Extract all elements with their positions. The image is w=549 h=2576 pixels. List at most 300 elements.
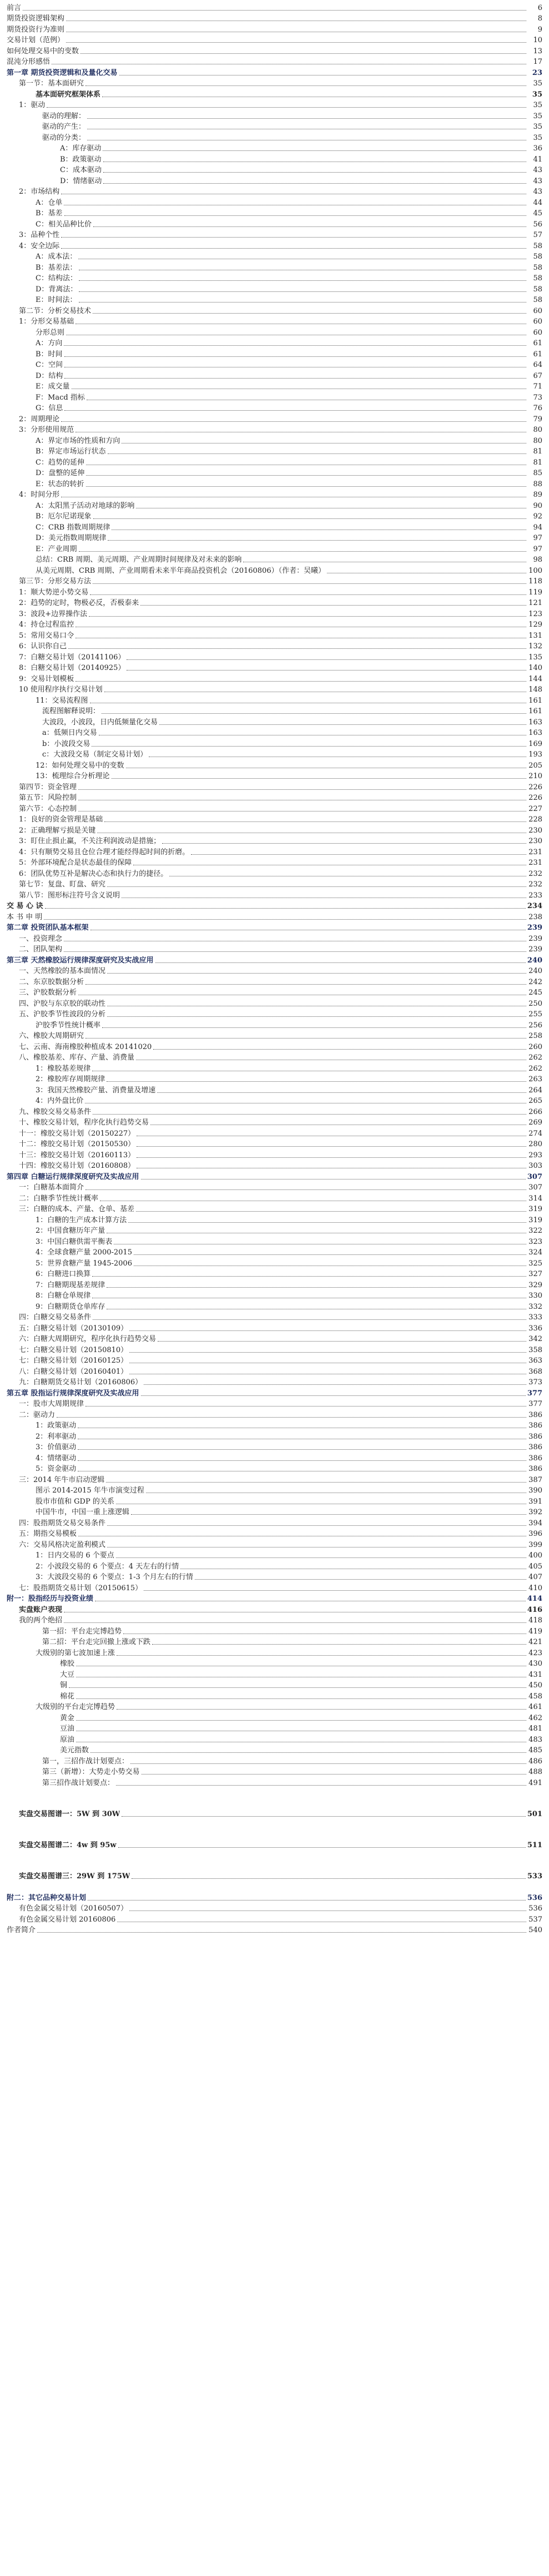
- dot-leader: [80, 53, 526, 54]
- toc-entry[interactable]: [7, 1818, 542, 1849]
- toc-entry[interactable]: [7, 120, 542, 132]
- toc-entry-title: 铜: [60, 1681, 68, 1690]
- toc-entry-title: E：成交量: [36, 382, 70, 391]
- toc-entry[interactable]: [7, 391, 542, 402]
- toc-entry[interactable]: [7, 1235, 542, 1246]
- dot-leader: [23, 10, 526, 11]
- dot-leader: [136, 1211, 526, 1212]
- toc-entry-title: 第二节：分析交易技术: [19, 306, 92, 315]
- toc-entry-page-number: 485: [528, 1746, 542, 1755]
- toc-entry-page-number: 418: [528, 1616, 542, 1625]
- toc-entry-page-number: 458: [528, 1692, 542, 1701]
- toc-entry-title: 大波段，小波段，日内低频量化交易: [42, 718, 158, 727]
- toc-entry[interactable]: [7, 1116, 542, 1127]
- toc-entry[interactable]: [7, 1679, 542, 1690]
- dot-leader: [137, 1146, 526, 1147]
- toc-entry-title: 有色金属交易计划（20160507）: [19, 1904, 128, 1913]
- toc-entry[interactable]: [7, 1560, 542, 1571]
- toc-entry[interactable]: [7, 153, 542, 164]
- dot-leader: [102, 713, 526, 714]
- toc-entry-title: 三：2014 年牛市启动逻辑: [19, 1475, 105, 1484]
- toc-entry[interactable]: [7, 1430, 542, 1441]
- toc-entry[interactable]: [7, 932, 542, 943]
- toc-entry-title: C：成本驱动: [60, 166, 102, 174]
- toc-entry[interactable]: [7, 1300, 542, 1311]
- toc-entry-page-number: 8: [537, 14, 542, 23]
- toc-entry-title: 3：大波段交易的 6 个要点：1-3 个月左右的行情: [36, 1573, 193, 1581]
- toc-entry[interactable]: [7, 802, 542, 813]
- toc-entry-page-number: 314: [528, 1194, 542, 1203]
- toc-entry[interactable]: [7, 1419, 542, 1430]
- toc-entry[interactable]: [7, 1549, 542, 1560]
- toc-entry[interactable]: [7, 99, 542, 110]
- toc-entry-page-number: 230: [528, 837, 542, 845]
- toc-entry[interactable]: [7, 1711, 542, 1722]
- toc-entry-page-number: 239: [528, 945, 542, 954]
- toc-entry-page-number: 73: [533, 393, 542, 402]
- toc-entry[interactable]: [7, 1311, 542, 1322]
- toc-entry[interactable]: [7, 207, 542, 218]
- toc-entry[interactable]: [7, 304, 542, 315]
- toc-entry[interactable]: [7, 1387, 542, 1398]
- toc-entry[interactable]: [7, 12, 542, 23]
- dot-leader: [142, 1774, 526, 1775]
- toc-entry[interactable]: [7, 813, 542, 824]
- toc-entry[interactable]: [7, 1473, 542, 1484]
- toc-entry-title: A：成本法：: [36, 253, 77, 261]
- toc-entry[interactable]: [7, 510, 542, 521]
- toc-entry[interactable]: [7, 824, 542, 835]
- toc-entry-title: 图示 2014-2015 年牛市演变过程: [36, 1486, 144, 1495]
- toc-entry[interactable]: [7, 1246, 542, 1257]
- toc-entry-title: 6：白糖进口换算: [36, 1270, 91, 1278]
- toc-entry[interactable]: [7, 1668, 542, 1679]
- toc-entry[interactable]: [7, 1614, 542, 1625]
- toc-entry[interactable]: [7, 532, 542, 543]
- toc-entry-title: D：结构: [36, 371, 63, 380]
- toc-entry-title: 第一节：基本面研究: [19, 79, 84, 88]
- toc-entry-page-number: 269: [528, 1118, 542, 1127]
- toc-entry[interactable]: [7, 1787, 542, 1818]
- dot-leader: [78, 1460, 526, 1461]
- toc-entry[interactable]: [7, 1701, 542, 1712]
- toc-entry[interactable]: [7, 1257, 542, 1268]
- toc-entry[interactable]: [7, 1766, 542, 1777]
- toc-entry[interactable]: [7, 1744, 542, 1755]
- dot-leader: [64, 1622, 526, 1623]
- toc-entry[interactable]: [7, 1516, 542, 1528]
- toc-entry-page-number: 400: [528, 1551, 542, 1560]
- toc-entry-title: 8：白糖交易计划（20140925）: [19, 664, 125, 672]
- dot-leader: [76, 1698, 526, 1699]
- toc-entry-title: 七：白糖交易计划（20160125）: [19, 1357, 128, 1365]
- dot-leader: [90, 1752, 526, 1753]
- dot-leader: [107, 973, 526, 974]
- toc-entry[interactable]: [7, 1278, 542, 1289]
- toc-entry[interactable]: [7, 456, 542, 467]
- toc-entry[interactable]: [7, 1636, 542, 1647]
- toc-entry[interactable]: [7, 499, 542, 510]
- toc-entry[interactable]: [7, 727, 542, 738]
- toc-entry[interactable]: [7, 997, 542, 1008]
- toc-entry[interactable]: [7, 1913, 542, 1924]
- toc-entry[interactable]: [7, 1333, 542, 1344]
- toc-entry[interactable]: [7, 975, 542, 986]
- toc-entry[interactable]: [7, 553, 542, 564]
- toc-entry[interactable]: [7, 315, 542, 326]
- toc-entry[interactable]: [7, 1506, 542, 1517]
- toc-entry[interactable]: [7, 1268, 542, 1279]
- toc-entry[interactable]: [7, 1398, 542, 1409]
- toc-entry[interactable]: [7, 66, 542, 77]
- toc-entry-page-number: 148: [528, 685, 542, 694]
- toc-entry[interactable]: [7, 629, 542, 640]
- toc-entry-page-number: 193: [528, 750, 542, 759]
- toc-entry-page-number: 227: [528, 804, 542, 813]
- toc-entry-title: C：相关品种比价: [36, 220, 92, 229]
- toc-entry[interactable]: [7, 1755, 542, 1766]
- dot-leader: [128, 1222, 526, 1223]
- toc-entry[interactable]: [7, 34, 542, 45]
- toc-entry[interactable]: [7, 412, 542, 424]
- toc-entry[interactable]: [7, 542, 542, 553]
- toc-entry-page-number: 35: [532, 90, 542, 99]
- toc-entry[interactable]: [7, 272, 542, 283]
- toc-entry-title: 第五章 股指运行规律深度研究及实战应用: [7, 1389, 139, 1398]
- toc-entry[interactable]: [7, 564, 542, 575]
- toc-entry-page-number: 386: [528, 1454, 542, 1463]
- toc-entry[interactable]: [7, 1148, 542, 1160]
- dot-leader: [118, 1847, 526, 1848]
- toc-entry[interactable]: [7, 1365, 542, 1376]
- toc-entry-page-number: 462: [528, 1713, 542, 1722]
- toc-entry-title: 二：白糖季节性统计概率: [19, 1194, 99, 1203]
- toc-entry[interactable]: [7, 369, 542, 380]
- toc-entry[interactable]: [7, 889, 542, 900]
- toc-entry[interactable]: [7, 651, 542, 662]
- toc-entry-title: 大级别的平台走完博趋势: [36, 1703, 115, 1711]
- toc-entry[interactable]: [7, 607, 542, 618]
- dot-leader: [162, 843, 526, 844]
- toc-entry[interactable]: [7, 1138, 542, 1149]
- toc-entry[interactable]: [7, 88, 542, 99]
- toc-entry[interactable]: [7, 705, 542, 716]
- toc-entry-title: E：产业周期: [36, 545, 77, 553]
- toc-entry[interactable]: [7, 1354, 542, 1365]
- toc-entry-title: 交易计划（范例）: [7, 36, 65, 44]
- toc-entry[interactable]: [7, 521, 542, 532]
- toc-entry[interactable]: [7, 1571, 542, 1582]
- toc-entry[interactable]: [7, 586, 542, 597]
- toc-entry[interactable]: [7, 1408, 542, 1419]
- toc-entry-title: 2：利率驱动: [36, 1432, 77, 1441]
- toc-entry[interactable]: [7, 1127, 542, 1138]
- toc-entry-page-number: 511: [527, 1841, 542, 1849]
- toc-entry[interactable]: [7, 164, 542, 175]
- toc-entry[interactable]: [7, 867, 542, 878]
- toc-entry-title: C：CRB 指数周期规律: [36, 523, 110, 532]
- toc-entry[interactable]: [7, 1, 542, 12]
- toc-entry[interactable]: [7, 1625, 542, 1636]
- toc-entry[interactable]: [7, 359, 542, 370]
- toc-entry[interactable]: [7, 1051, 542, 1062]
- toc-entry[interactable]: [7, 1203, 542, 1214]
- toc-entry-title: D：美元指数周期规律: [36, 534, 107, 542]
- toc-entry[interactable]: [7, 44, 542, 56]
- dot-leader: [157, 1092, 526, 1093]
- toc-entry[interactable]: [7, 1040, 542, 1051]
- toc-entry[interactable]: [7, 618, 542, 629]
- toc-entry[interactable]: [7, 218, 542, 229]
- toc-entry-title: 第三招作战计划要点：: [42, 1778, 115, 1787]
- toc-entry-title: 总结：CRB 周期、美元周期、产业周期时间规律及对未来的影响: [36, 556, 242, 564]
- toc-entry-title: B：基差: [36, 209, 63, 218]
- toc-entry[interactable]: [7, 965, 542, 976]
- toc-entry[interactable]: [7, 835, 542, 846]
- toc-entry[interactable]: [7, 445, 542, 456]
- toc-entry-page-number: 161: [528, 696, 542, 705]
- toc-entry-page-number: 58: [533, 296, 542, 304]
- toc-entry[interactable]: [7, 1528, 542, 1539]
- toc-entry[interactable]: [7, 672, 542, 683]
- dot-leader: [64, 951, 526, 952]
- toc-entry[interactable]: [7, 380, 542, 391]
- toc-entry[interactable]: [7, 748, 542, 759]
- toc-entry[interactable]: [7, 575, 542, 586]
- dot-leader: [144, 1590, 526, 1591]
- toc-entry[interactable]: [7, 878, 542, 889]
- toc-entry-page-number: 90: [533, 501, 542, 510]
- toc-entry-page-number: 60: [533, 306, 542, 315]
- toc-entry[interactable]: [7, 1192, 542, 1203]
- dot-leader: [108, 453, 526, 454]
- toc-entry-page-number: 242: [528, 977, 542, 986]
- toc-entry[interactable]: [7, 1849, 542, 1881]
- toc-entry-title: 第六节：心态控制: [19, 804, 77, 813]
- toc-entry[interactable]: [7, 434, 542, 445]
- toc-entry-title: B：界定市场运行状态: [36, 447, 106, 456]
- toc-entry[interactable]: [7, 23, 542, 34]
- toc-entry-title: D：背离法：: [36, 285, 78, 294]
- toc-entry-title: 4：情绪驱动: [36, 1454, 77, 1463]
- toc-entry[interactable]: [7, 1722, 542, 1733]
- toc-entry[interactable]: [7, 1083, 542, 1095]
- toc-entry-title: 四：白糖交易交易条件: [19, 1313, 92, 1322]
- toc-entry[interactable]: [7, 229, 542, 240]
- toc-entry[interactable]: [7, 845, 542, 856]
- toc-entry-title: F：Macd 指标: [36, 393, 85, 402]
- toc-entry[interactable]: [7, 1924, 542, 1935]
- toc-entry-title: 基本面研究框架体系: [36, 90, 101, 99]
- toc-entry[interactable]: [7, 792, 542, 803]
- toc-entry[interactable]: [7, 196, 542, 207]
- toc-entry[interactable]: [7, 1441, 542, 1452]
- toc-entry-page-number: 431: [528, 1670, 542, 1679]
- toc-entry[interactable]: [7, 1603, 542, 1614]
- toc-entry[interactable]: [7, 185, 542, 196]
- toc-entry[interactable]: [7, 737, 542, 748]
- toc-entry[interactable]: [7, 1181, 542, 1192]
- toc-entry-title: 5：外部环境配合是状态最佳的保障: [19, 859, 132, 867]
- toc-entry[interactable]: [7, 174, 542, 185]
- toc-entry[interactable]: [7, 326, 542, 337]
- dot-leader: [57, 1417, 526, 1418]
- toc-entry-page-number: 35: [533, 101, 542, 109]
- toc-entry[interactable]: [7, 1376, 542, 1387]
- toc-entry[interactable]: [7, 261, 542, 272]
- toc-entry[interactable]: [7, 1105, 542, 1116]
- toc-entry[interactable]: [7, 283, 542, 294]
- toc-entry[interactable]: [7, 1690, 542, 1701]
- toc-entry[interactable]: [7, 142, 542, 153]
- toc-entry-page-number: 228: [528, 815, 542, 824]
- toc-entry[interactable]: [7, 597, 542, 608]
- toc-entry[interactable]: [7, 1073, 542, 1084]
- toc-entry[interactable]: [7, 856, 542, 868]
- toc-entry-title: 7：白糖期现基差规律: [36, 1281, 105, 1289]
- toc-entry[interactable]: [7, 477, 542, 488]
- toc-entry[interactable]: [7, 109, 542, 120]
- toc-entry[interactable]: [7, 921, 542, 932]
- toc-entry[interactable]: [7, 1538, 542, 1549]
- toc-entry[interactable]: [7, 239, 542, 250]
- toc-entry-page-number: 373: [528, 1378, 542, 1387]
- toc-entry-title: B：时间: [36, 350, 63, 359]
- toc-entry[interactable]: [7, 770, 542, 781]
- toc-entry-title: A：仓单: [36, 198, 63, 207]
- toc-entry[interactable]: [7, 1213, 542, 1224]
- toc-entry-page-number: 324: [528, 1248, 542, 1257]
- toc-entry[interactable]: [7, 683, 542, 694]
- toc-entry-title: 黄金: [60, 1713, 75, 1722]
- toc-entry[interactable]: [7, 943, 542, 954]
- toc-entry-title: 2：市场结构: [19, 188, 60, 196]
- toc-entry[interactable]: [7, 1008, 542, 1019]
- dot-leader: [152, 1644, 526, 1645]
- toc-entry[interactable]: [7, 1160, 542, 1171]
- toc-entry[interactable]: [7, 1224, 542, 1236]
- toc-entry[interactable]: [7, 1095, 542, 1106]
- toc-entry[interactable]: [7, 1289, 542, 1300]
- toc-entry-page-number: 391: [528, 1497, 542, 1506]
- toc-entry[interactable]: [7, 1592, 542, 1604]
- toc-entry[interactable]: [7, 694, 542, 705]
- toc-entry[interactable]: [7, 900, 542, 911]
- toc-entry[interactable]: [7, 1030, 542, 1041]
- dot-leader: [79, 291, 526, 292]
- toc-entry[interactable]: [7, 488, 542, 500]
- toc-entry-page-number: 307: [527, 1172, 542, 1181]
- toc-entry[interactable]: [7, 1657, 542, 1668]
- toc-entry-title: 4：只有顺势交易且仓位合理才能经得起时间的折磨。: [19, 848, 190, 856]
- toc-entry-title: 五：白糖交易计划（20130109）: [19, 1324, 128, 1333]
- dot-leader: [44, 919, 526, 920]
- toc-entry[interactable]: [7, 1776, 542, 1787]
- toc-entry-page-number: 486: [528, 1757, 542, 1766]
- toc-entry[interactable]: [7, 1733, 542, 1744]
- toc-entry-title: 附二：其它品种交易计划: [7, 1893, 87, 1902]
- toc-entry[interactable]: [7, 986, 542, 997]
- toc-entry[interactable]: [7, 77, 542, 88]
- toc-entry-title: 流程图解释说明：: [42, 707, 100, 715]
- dot-leader: [69, 1687, 526, 1688]
- toc-entry-page-number: 327: [528, 1270, 542, 1278]
- toc-entry[interactable]: [7, 1062, 542, 1073]
- toc-entry-title: D：盘整的延伸: [36, 469, 85, 477]
- toc-entry[interactable]: [7, 1881, 542, 1902]
- toc-entry[interactable]: [7, 1484, 542, 1495]
- toc-entry-page-number: 60: [533, 328, 542, 337]
- toc-entry[interactable]: [7, 1463, 542, 1474]
- dot-leader: [117, 1709, 526, 1710]
- toc-entry-title: 三、沪胶数据分析: [19, 989, 77, 997]
- toc-entry[interactable]: [7, 337, 542, 348]
- toc-entry-title: 3：品种个性: [19, 231, 60, 239]
- toc-entry[interactable]: [7, 1170, 542, 1181]
- toc-entry-title: 实盘交易图谱二：4w 到 95w: [19, 1841, 117, 1849]
- toc-entry-page-number: 119: [528, 588, 542, 597]
- toc-entry-page-number: 144: [528, 674, 542, 683]
- dot-leader: [132, 1878, 525, 1879]
- toc-entry[interactable]: [7, 1322, 542, 1333]
- toc-entry-title: 驱动的产生：: [42, 123, 86, 131]
- toc-entry-page-number: 483: [528, 1735, 542, 1744]
- toc-entry[interactable]: [7, 56, 542, 67]
- toc-entry-page-number: 35: [533, 79, 542, 88]
- toc-entry-page-number: 161: [528, 707, 542, 715]
- toc-entry[interactable]: [7, 954, 542, 965]
- toc-entry[interactable]: [7, 1019, 542, 1030]
- dot-leader: [129, 1910, 526, 1911]
- toc-entry-title: 棉花: [60, 1692, 75, 1701]
- toc-entry[interactable]: [7, 294, 542, 305]
- toc-entry-page-number: 430: [528, 1660, 542, 1668]
- toc-entry[interactable]: [7, 402, 542, 413]
- dot-leader: [66, 42, 526, 43]
- toc-entry-title: 六、橡胶大周期研究: [19, 1032, 84, 1040]
- dot-leader: [137, 1157, 526, 1158]
- toc-entry-title: 1：政策驱动: [36, 1421, 77, 1430]
- toc-entry-title: 九：白糖期货交易计划（20160806）: [19, 1378, 143, 1387]
- dot-leader: [61, 248, 526, 249]
- toc-entry[interactable]: [7, 780, 542, 792]
- toc-entry[interactable]: [7, 424, 542, 435]
- toc-entry-page-number: 79: [533, 415, 542, 424]
- toc-entry-page-number: 262: [528, 1064, 542, 1073]
- dot-leader: [107, 1287, 526, 1288]
- toc-entry[interactable]: [7, 1581, 542, 1592]
- toc-entry-page-number: 232: [528, 869, 542, 878]
- toc-entry[interactable]: [7, 1646, 542, 1657]
- toc-entry[interactable]: [7, 1902, 542, 1913]
- toc-entry[interactable]: [7, 131, 542, 142]
- toc-entry[interactable]: [7, 347, 542, 359]
- toc-entry[interactable]: [7, 910, 542, 921]
- toc-entry-title: 十二：橡胶交易计划（20150530）: [19, 1140, 135, 1148]
- toc-entry-page-number: 100: [528, 566, 542, 575]
- toc-entry[interactable]: [7, 250, 542, 261]
- toc-entry[interactable]: [7, 640, 542, 651]
- toc-entry[interactable]: [7, 1495, 542, 1506]
- toc-entry-page-number: 239: [527, 924, 542, 932]
- toc-entry[interactable]: [7, 662, 542, 673]
- toc-entry[interactable]: [7, 759, 542, 770]
- toc-entry[interactable]: [7, 1451, 542, 1463]
- toc-entry[interactable]: [7, 1343, 542, 1354]
- toc-entry-page-number: 226: [528, 783, 542, 792]
- toc-entry[interactable]: [7, 715, 542, 727]
- toc-entry[interactable]: [7, 467, 542, 478]
